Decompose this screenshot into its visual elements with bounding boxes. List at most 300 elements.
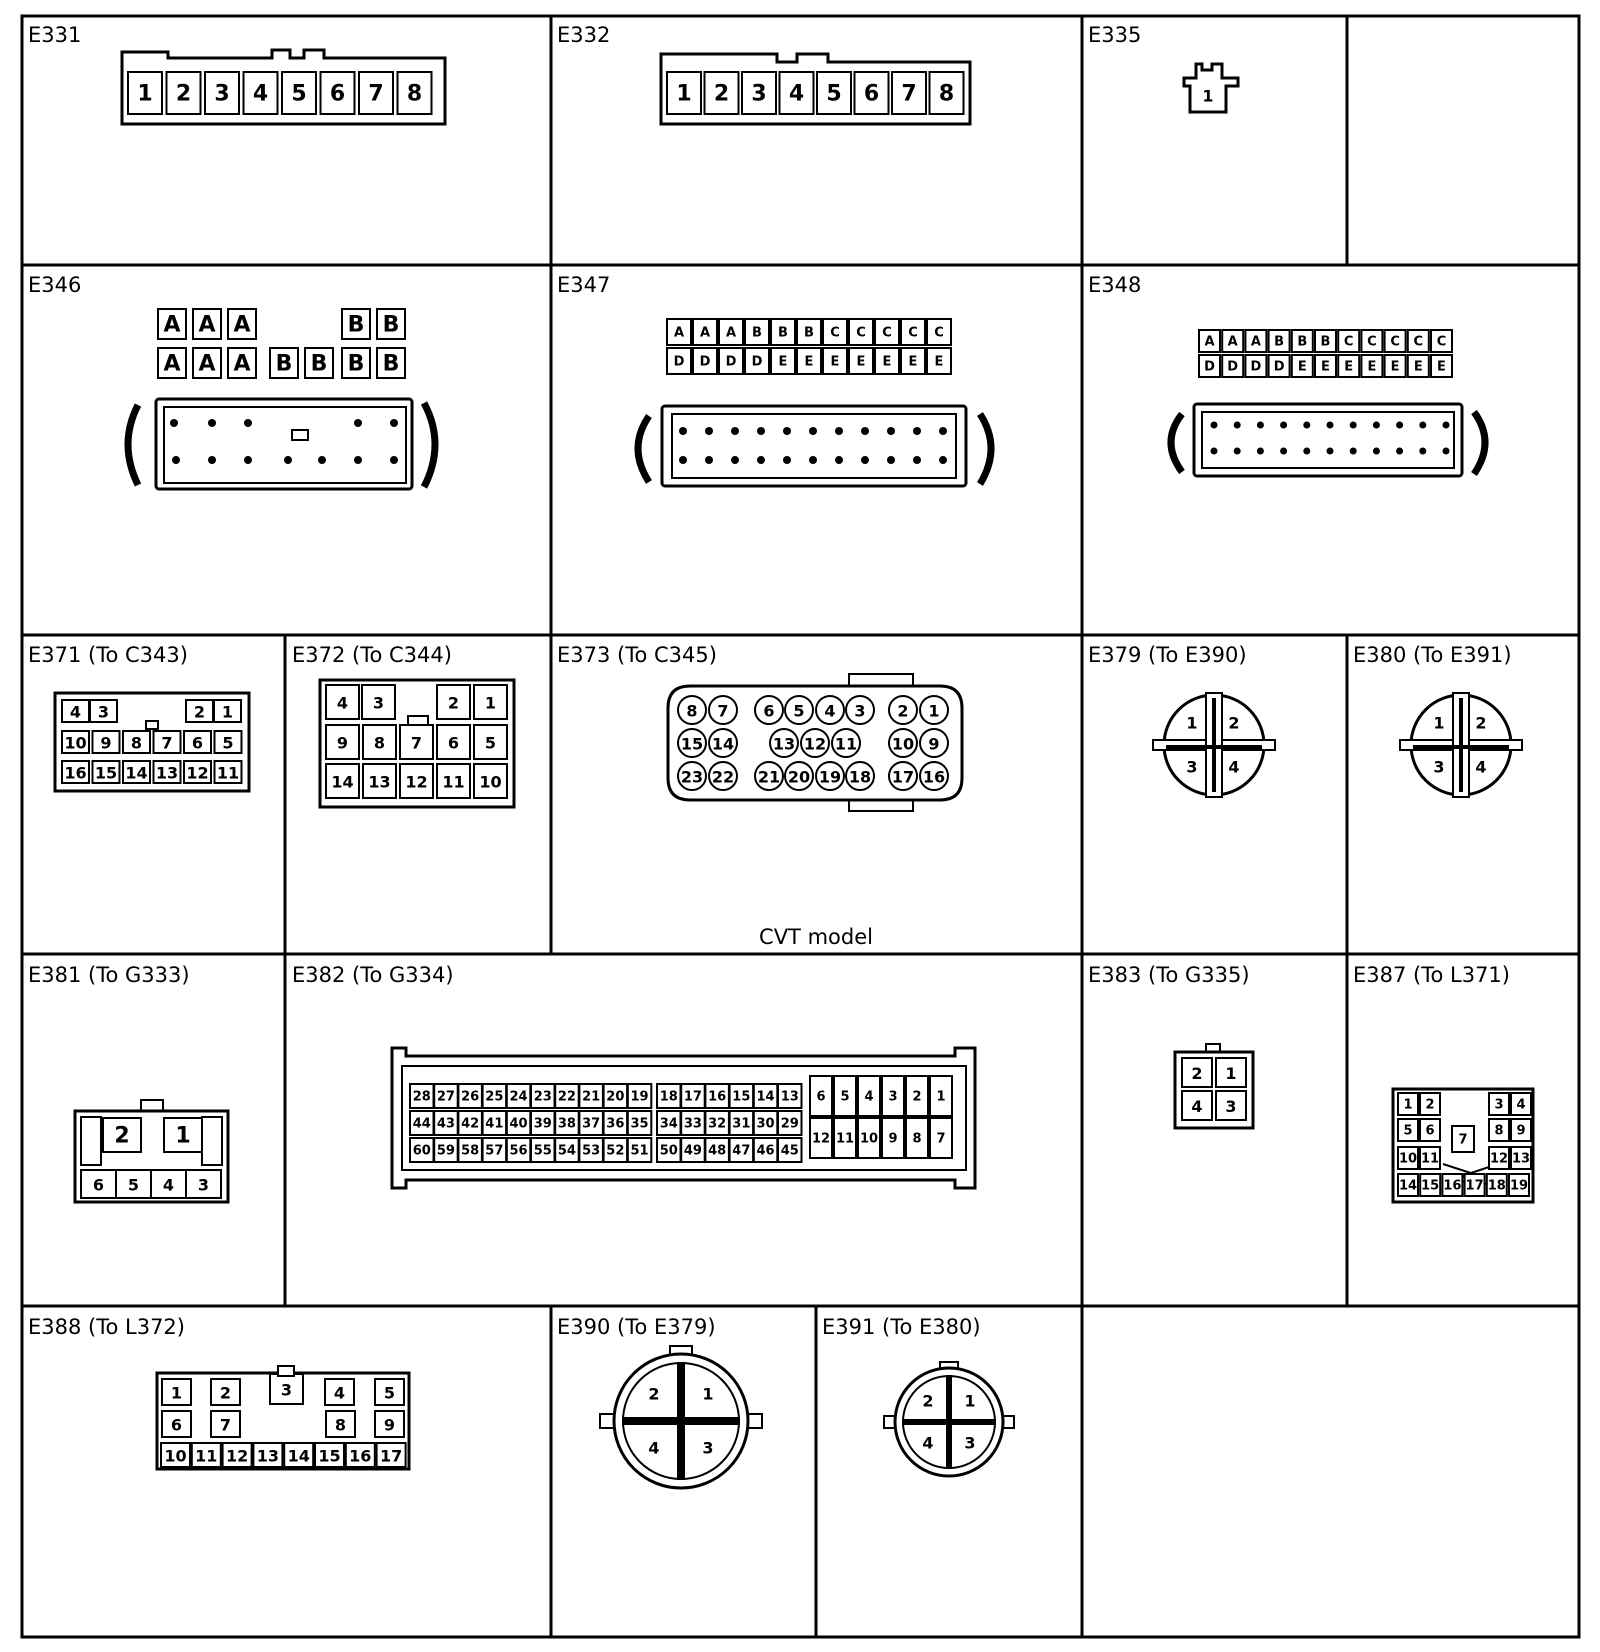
svg-text:48: 48 — [708, 1143, 727, 1159]
svg-text:6: 6 — [816, 1089, 826, 1105]
e372-pin — [326, 725, 359, 759]
e346-cavity — [172, 456, 180, 464]
e382-pins — [410, 1076, 952, 1162]
e382-pin — [604, 1138, 628, 1162]
svg-text:13: 13 — [256, 1446, 280, 1466]
svg-text:D: D — [725, 354, 737, 370]
e347-pin — [901, 348, 925, 374]
e391-pin: 1 — [964, 1391, 976, 1411]
e387-pin — [1489, 1093, 1509, 1115]
e388-pin — [346, 1443, 375, 1467]
svg-text:21: 21 — [757, 767, 781, 787]
e347-pin — [823, 319, 847, 345]
e348-pin — [1431, 330, 1452, 352]
e388-pin — [161, 1443, 190, 1467]
svg-text:2: 2 — [713, 81, 730, 107]
svg-text:1: 1 — [928, 701, 940, 721]
e348-pin — [1361, 355, 1382, 377]
e348-pin — [1245, 330, 1266, 352]
e346-pin — [270, 348, 298, 378]
e382-pin — [754, 1138, 778, 1162]
svg-text:A: A — [233, 312, 251, 338]
e373-pin — [816, 696, 844, 724]
label-e388: E388 (To L372) — [28, 1315, 185, 1339]
e347-pin — [771, 348, 795, 374]
e372-pin — [363, 764, 396, 798]
svg-text:9: 9 — [336, 733, 349, 753]
svg-text:14: 14 — [331, 772, 354, 792]
svg-text:60: 60 — [412, 1143, 431, 1159]
svg-text:5: 5 — [484, 733, 497, 753]
svg-text:14: 14 — [287, 1446, 310, 1466]
e371-pin — [90, 700, 117, 722]
e346-pin — [342, 348, 370, 378]
svg-text:12: 12 — [1489, 1151, 1509, 1167]
svg-text:2: 2 — [447, 693, 460, 713]
svg-text:16: 16 — [1443, 1178, 1462, 1194]
e348-cavity — [1327, 422, 1334, 429]
e347-cavity — [705, 456, 713, 464]
svg-text:A: A — [1227, 334, 1238, 350]
label-e391: E391 (To E380) — [822, 1315, 981, 1339]
e382-pin — [531, 1084, 555, 1108]
svg-text:1: 1 — [1225, 1064, 1237, 1083]
e348-pin — [1361, 330, 1382, 352]
e371-pin — [215, 761, 242, 783]
svg-text:14: 14 — [711, 734, 735, 754]
e382-pin — [705, 1084, 729, 1108]
svg-text:A: A — [198, 312, 216, 338]
e383-pin — [1216, 1091, 1246, 1120]
svg-text:15: 15 — [1421, 1178, 1440, 1194]
e387-pin — [1398, 1093, 1418, 1115]
label-e383: E383 (To G335) — [1088, 963, 1250, 987]
e373-pin — [889, 696, 917, 724]
svg-text:59: 59 — [436, 1143, 455, 1159]
e372-pin — [326, 685, 359, 719]
svg-text:42: 42 — [461, 1116, 480, 1132]
e379-pin: 4 — [1228, 757, 1240, 777]
e387-pin — [1452, 1126, 1474, 1152]
e347-cavity — [731, 427, 739, 435]
e382-pin — [730, 1111, 754, 1135]
svg-text:7: 7 — [717, 701, 729, 721]
svg-text:49: 49 — [683, 1143, 702, 1159]
e388-pin — [325, 1379, 354, 1405]
e382-pin — [434, 1084, 458, 1108]
e380-pin: 3 — [1433, 757, 1445, 777]
svg-text:13: 13 — [368, 772, 391, 792]
e382-pin — [434, 1138, 458, 1162]
e382-pin — [579, 1138, 603, 1162]
e332-pin — [780, 72, 814, 114]
svg-text:32: 32 — [708, 1116, 727, 1132]
e382-pin — [834, 1076, 856, 1116]
e347-pin — [797, 348, 821, 374]
e348-cavity — [1303, 448, 1310, 455]
e348-cavity — [1211, 422, 1218, 429]
e347-cavity — [861, 427, 869, 435]
e348-cavity — [1234, 448, 1241, 455]
e331-pin — [398, 72, 432, 114]
e379-pin: 2 — [1228, 713, 1240, 733]
svg-text:A: A — [233, 351, 251, 377]
svg-text:C: C — [1413, 334, 1424, 350]
svg-text:1: 1 — [676, 81, 692, 107]
e391-pin: 4 — [922, 1433, 934, 1453]
svg-text:18: 18 — [848, 767, 872, 787]
svg-text:5: 5 — [383, 1383, 396, 1403]
svg-text:57: 57 — [485, 1143, 504, 1159]
svg-text:34: 34 — [659, 1116, 678, 1132]
e348-pin — [1245, 355, 1266, 377]
e387-pin — [1487, 1174, 1507, 1196]
e382-pin — [657, 1138, 681, 1162]
svg-text:D: D — [1273, 359, 1285, 375]
svg-text:19: 19 — [630, 1089, 649, 1105]
svg-text:3: 3 — [214, 81, 230, 107]
e348-pin — [1408, 330, 1429, 352]
e371-pin — [123, 731, 150, 753]
svg-text:B: B — [382, 351, 400, 377]
e346-cavity — [354, 456, 362, 464]
e348-connector-body — [1171, 404, 1485, 476]
e388-pin — [375, 1379, 404, 1405]
svg-text:C: C — [908, 325, 918, 341]
e382-pin — [778, 1084, 802, 1108]
e382-pin — [681, 1111, 705, 1135]
e373-cvt-model-note: CVT model — [759, 925, 873, 949]
e373-pin — [770, 729, 798, 757]
svg-text:9: 9 — [928, 734, 940, 754]
e382-pin — [906, 1076, 928, 1116]
svg-text:47: 47 — [732, 1143, 751, 1159]
e371-pin — [186, 700, 213, 722]
svg-text:37: 37 — [582, 1116, 601, 1132]
e347-pin — [797, 319, 821, 345]
e388-pin — [192, 1443, 221, 1467]
svg-text:C: C — [830, 325, 840, 341]
e332-pin — [930, 72, 964, 114]
e348-cavity — [1303, 422, 1310, 429]
e371-pin — [184, 731, 211, 753]
e382-pin — [458, 1111, 482, 1135]
e371-pin — [184, 761, 211, 783]
e388-pin — [223, 1443, 252, 1467]
label-e387: E387 (To L371) — [1353, 963, 1510, 987]
svg-text:29: 29 — [780, 1116, 799, 1132]
e382-pin — [778, 1111, 802, 1135]
svg-text:8: 8 — [686, 701, 698, 721]
e348-pin — [1269, 355, 1290, 377]
svg-text:8: 8 — [406, 81, 423, 107]
e388-key — [278, 1366, 294, 1376]
svg-text:9: 9 — [1516, 1123, 1526, 1139]
svg-text:6: 6 — [191, 733, 204, 753]
svg-text:4: 4 — [333, 1383, 346, 1403]
e347-cavity — [861, 456, 869, 464]
svg-text:5: 5 — [127, 1175, 140, 1195]
svg-text:6: 6 — [863, 81, 880, 107]
svg-text:11: 11 — [195, 1446, 218, 1466]
e382-pin — [705, 1111, 729, 1135]
label-e382: E382 (To G334) — [292, 963, 454, 987]
e382-pin — [657, 1111, 681, 1135]
svg-text:2: 2 — [897, 701, 909, 721]
e382-pin — [681, 1084, 705, 1108]
e373-pin — [755, 762, 783, 790]
e387-pin — [1511, 1093, 1531, 1115]
e372-pin — [474, 764, 507, 798]
svg-text:A: A — [725, 325, 737, 341]
e372-pin — [400, 725, 433, 759]
e373-pin — [920, 729, 948, 757]
svg-text:7: 7 — [219, 1415, 232, 1435]
e347-pin — [719, 319, 743, 345]
e382-pin — [834, 1118, 856, 1158]
e332-pin — [742, 72, 776, 114]
svg-text:3: 3 — [1494, 1097, 1504, 1113]
e383-pin — [1216, 1058, 1246, 1087]
e391-pin: 2 — [922, 1391, 934, 1411]
svg-text:1: 1 — [484, 693, 497, 713]
e347-cavity — [757, 427, 765, 435]
e348-pin — [1199, 355, 1220, 377]
e347-pin — [667, 319, 691, 345]
e348-pin — [1199, 330, 1220, 352]
e382-pin — [604, 1111, 628, 1135]
svg-text:E: E — [778, 354, 788, 370]
e348-pin — [1269, 330, 1290, 352]
label-e331: E331 — [28, 23, 82, 47]
svg-text:7: 7 — [161, 733, 173, 753]
svg-text:5: 5 — [1403, 1123, 1413, 1139]
label-e348: E348 — [1088, 273, 1142, 297]
svg-text:2: 2 — [114, 1123, 130, 1149]
e347-cavity — [783, 456, 791, 464]
e347-cavity — [679, 427, 687, 435]
svg-text:14: 14 — [756, 1089, 775, 1105]
e348-pin — [1338, 330, 1359, 352]
svg-text:9: 9 — [888, 1131, 898, 1147]
svg-text:6: 6 — [329, 81, 346, 107]
label-e332: E332 — [557, 23, 611, 47]
svg-text:D: D — [1204, 359, 1215, 375]
svg-text:44: 44 — [412, 1116, 431, 1132]
svg-text:10: 10 — [859, 1131, 879, 1147]
e382-pin — [483, 1111, 507, 1135]
svg-text:14: 14 — [125, 763, 148, 783]
svg-text:11: 11 — [835, 1131, 855, 1147]
e347-pin — [875, 348, 899, 374]
svg-text:17: 17 — [683, 1089, 702, 1105]
svg-text:5: 5 — [222, 733, 234, 753]
e348-pin — [1315, 330, 1336, 352]
e347-pin — [693, 348, 717, 374]
svg-text:C: C — [1390, 334, 1400, 350]
e347-cavity — [809, 427, 817, 435]
svg-text:26: 26 — [461, 1089, 480, 1105]
e348-cavity — [1280, 422, 1287, 429]
e373-pin — [920, 696, 948, 724]
svg-text:23: 23 — [680, 767, 704, 787]
e382-pin — [810, 1118, 832, 1158]
e347-cavity — [887, 427, 895, 435]
e387-pin — [1442, 1174, 1462, 1196]
e347-pin — [771, 319, 795, 345]
svg-text:3: 3 — [197, 1175, 210, 1195]
svg-text:E: E — [882, 354, 892, 370]
e387-pin — [1398, 1147, 1418, 1169]
e348-pin — [1338, 355, 1359, 377]
e388-pin — [284, 1443, 313, 1467]
e382-pin — [555, 1138, 579, 1162]
e348-cavity — [1443, 422, 1450, 429]
svg-text:6: 6 — [447, 733, 460, 753]
svg-text:A: A — [699, 325, 711, 341]
e371-pin — [123, 761, 150, 783]
svg-text:45: 45 — [780, 1143, 799, 1159]
svg-text:A: A — [198, 351, 216, 377]
svg-text:D: D — [673, 354, 685, 370]
e382-pin — [628, 1084, 652, 1108]
e347-pin — [901, 319, 925, 345]
e371-pin — [93, 761, 120, 783]
svg-text:17: 17 — [1465, 1178, 1484, 1194]
e381-pin — [164, 1118, 202, 1152]
svg-text:10: 10 — [64, 733, 87, 753]
e348-pin — [1385, 330, 1406, 352]
e373-pin — [785, 696, 813, 724]
e388-pin — [315, 1443, 344, 1467]
e390-pin: 4 — [648, 1438, 660, 1458]
e347-cavity — [757, 456, 765, 464]
e372-pin — [474, 725, 507, 759]
e390-pin: 1 — [702, 1384, 714, 1404]
svg-text:3: 3 — [1225, 1097, 1237, 1116]
e382-pin — [604, 1084, 628, 1108]
e388-pin — [162, 1379, 191, 1405]
svg-text:25: 25 — [485, 1089, 504, 1105]
e382-pin — [579, 1084, 603, 1108]
svg-text:A: A — [163, 351, 181, 377]
e346-pin — [228, 309, 256, 339]
label-e379: E379 (To E390) — [1088, 643, 1247, 667]
label-e347: E347 — [557, 273, 611, 297]
e346-pin — [228, 348, 256, 378]
e382-pin — [681, 1138, 705, 1162]
e382-pin — [555, 1111, 579, 1135]
e388-pin — [375, 1411, 404, 1437]
e387-pin — [1509, 1174, 1529, 1196]
e346-cavity — [244, 419, 252, 427]
e348-pin — [1408, 355, 1429, 377]
e348-pin — [1222, 330, 1243, 352]
svg-text:2: 2 — [193, 702, 206, 722]
e371-pin — [93, 731, 120, 753]
e347-pin — [693, 319, 717, 345]
svg-text:1: 1 — [175, 1123, 191, 1149]
e382-pin — [628, 1138, 652, 1162]
e331-pin — [128, 72, 162, 114]
svg-text:24: 24 — [509, 1089, 528, 1105]
svg-text:6: 6 — [92, 1175, 105, 1195]
svg-text:E: E — [830, 354, 840, 370]
svg-text:18: 18 — [1487, 1178, 1506, 1194]
e380-pin: 4 — [1475, 757, 1487, 777]
e387-pin — [1511, 1147, 1531, 1169]
e347-pin — [745, 319, 769, 345]
e331-pin — [321, 72, 355, 114]
svg-text:1: 1 — [137, 81, 153, 107]
svg-text:31: 31 — [732, 1116, 751, 1132]
svg-text:28: 28 — [412, 1089, 431, 1105]
svg-text:B: B — [310, 351, 328, 377]
e373-pin — [816, 762, 844, 790]
e382-pin — [410, 1084, 434, 1108]
e383-pin — [1182, 1058, 1212, 1087]
e372-pin — [474, 685, 507, 719]
e371-pin — [62, 700, 89, 722]
e382-pin — [810, 1076, 832, 1116]
svg-text:C: C — [1343, 334, 1354, 350]
e373-pin — [920, 762, 948, 790]
e382-pin — [507, 1138, 531, 1162]
e380-connector-body — [1400, 693, 1522, 797]
e347-cavity — [705, 427, 713, 435]
svg-text:55: 55 — [533, 1143, 552, 1159]
e346-cavity — [208, 456, 216, 464]
label-e335: E335 — [1088, 23, 1142, 47]
svg-text:40: 40 — [509, 1116, 528, 1132]
e382-pin — [930, 1076, 952, 1116]
e348-cavity — [1257, 448, 1264, 455]
e372-pin — [437, 685, 470, 719]
svg-text:15: 15 — [680, 734, 704, 754]
svg-text:7: 7 — [901, 81, 917, 107]
e382-pin — [579, 1111, 603, 1135]
svg-text:A: A — [673, 325, 685, 341]
e371-pin — [62, 761, 89, 783]
e373-pin — [785, 762, 813, 790]
e347-cavity — [835, 456, 843, 464]
svg-text:B: B — [1297, 334, 1308, 350]
svg-text:C: C — [934, 325, 944, 341]
e382-pin — [906, 1118, 928, 1158]
e379-pin: 3 — [1186, 757, 1198, 777]
e382-pin — [754, 1111, 778, 1135]
e382-pin — [531, 1138, 555, 1162]
e348-pin — [1385, 355, 1406, 377]
svg-text:35: 35 — [630, 1116, 649, 1132]
svg-text:3: 3 — [372, 693, 385, 713]
svg-text:11: 11 — [442, 772, 465, 792]
e373-pin — [709, 762, 737, 790]
svg-text:17: 17 — [891, 767, 915, 787]
e388-pin — [377, 1443, 406, 1467]
svg-text:E: E — [856, 354, 866, 370]
svg-text:4: 4 — [1516, 1097, 1526, 1113]
e382-pin — [730, 1084, 754, 1108]
e382-pin — [458, 1138, 482, 1162]
e347-pin — [719, 348, 743, 374]
e382-pin — [410, 1138, 434, 1162]
svg-text:D: D — [1227, 359, 1239, 375]
e348-pin — [1292, 355, 1313, 377]
svg-text:E: E — [1413, 359, 1423, 375]
svg-text:38: 38 — [557, 1116, 576, 1132]
svg-text:5: 5 — [826, 81, 842, 107]
